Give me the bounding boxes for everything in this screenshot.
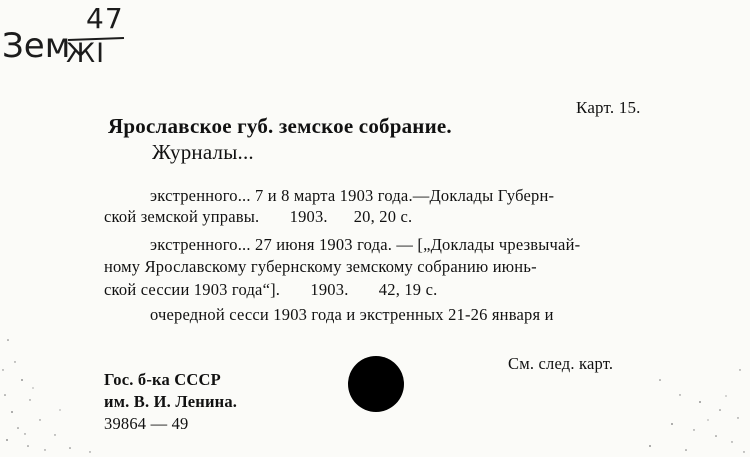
card-heading: Ярославское губ. земское собрание. [108,114,452,138]
entry-line: ской сессии 1903 года“]. 1903. 42, 19 с. [104,280,438,299]
publisher-line: Гос. б-ка СССР [104,370,221,389]
handwritten-prefix: Зем [2,26,71,66]
print-order-number: 39864 — 49 [104,414,189,433]
handwritten-shelf-code: ЖI [66,38,106,69]
card-number: Карт. 15. [576,98,641,117]
entry-line: экстренного... 7 и 8 марта 1903 года.—Доклады Губерн- [150,186,555,205]
see-next-card-note: См. след. карт. [508,354,614,373]
scan-noise-right [620,300,750,457]
entry-line: экстренного... 27 июня 1903 года. — [„Доклады чрезвычай- [150,235,581,254]
handwritten-shelf-number: 47 [86,2,124,35]
entry-line: очередной сесси 1903 года и экстренных 21-26 января и [150,305,554,324]
card-subheading: Журналы... [152,140,254,164]
publisher-line: им. В. И. Ленина. [104,392,238,411]
entry-line: ному Ярославскому губернскому земскому собранию июнь- [104,257,537,276]
punch-hole [348,356,404,412]
entry-line: ской земской управы. 1903. 20, 20 с. [104,207,413,226]
